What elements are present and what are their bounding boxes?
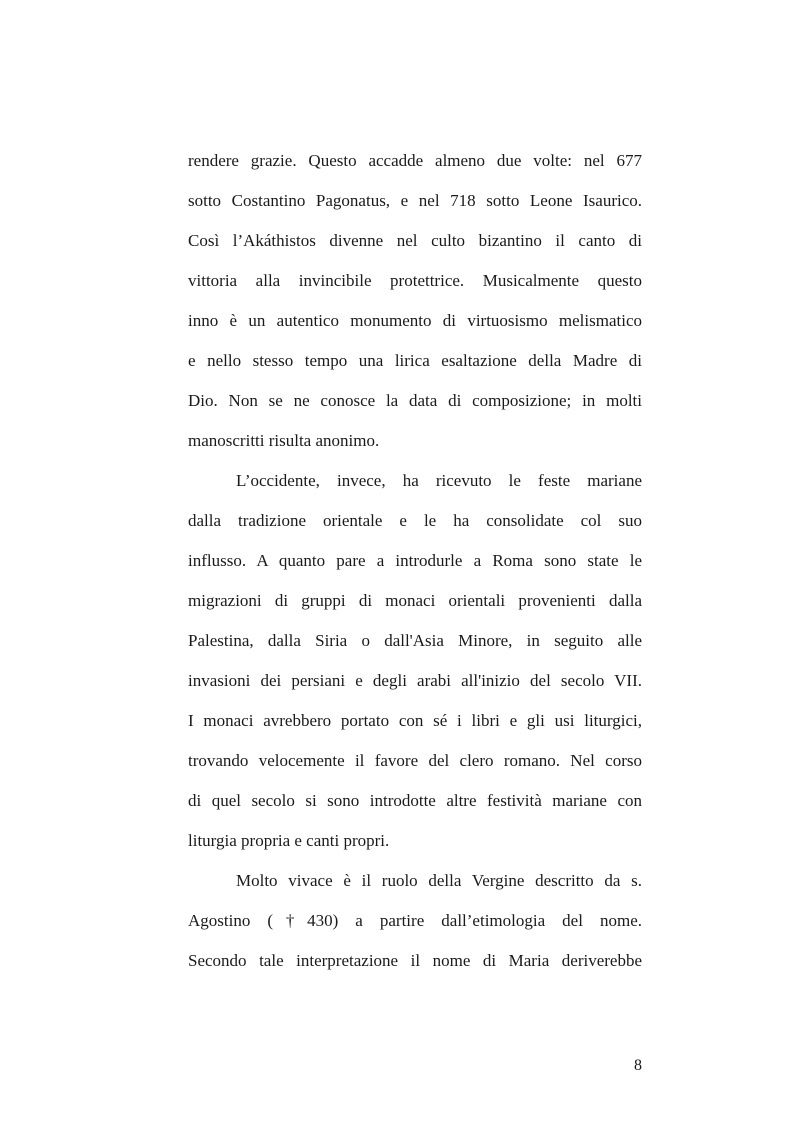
text-line: Così l’Akáthistos divenne nel culto bizantino il canto di xyxy=(188,231,642,250)
text-line: Dio. Non se ne conosce la data di composizione; in molti xyxy=(188,391,642,410)
text-line: liturgia propria e canti propri. xyxy=(188,831,390,850)
text-line: invasioni dei persiani e degli arabi all'inizio del secolo VII. xyxy=(188,671,642,690)
text-line: L’occidente, invece, ha ricevuto le feste mariane xyxy=(236,471,642,490)
text-line: migrazioni di gruppi di monaci orientali provenienti dalla xyxy=(188,591,642,610)
text-line: e nello stesso tempo una lirica esaltazione della Madre di xyxy=(188,351,642,370)
text-line: di quel secolo si sono introdotte altre festività mariane con xyxy=(188,791,642,810)
page-number: 8 xyxy=(634,1057,642,1074)
text-line: Agostino (†430) a partire dall’etimologia del nome. xyxy=(188,911,642,930)
text-line: influsso. A quanto pare a introdurle a Roma sono state le xyxy=(188,551,642,570)
text-line: Molto vivace è il ruolo della Vergine descritto da s. xyxy=(236,871,642,890)
text-line: I monaci avrebbero portato con sé i libri e gli usi liturgici, xyxy=(188,711,642,730)
body-text xyxy=(188,141,642,981)
text-line: inno è un autentico monumento di virtuosismo melismatico xyxy=(188,311,642,330)
text-line: Palestina, dalla Siria o dall'Asia Minore, in seguito alle xyxy=(188,631,642,650)
text-line: rendere grazie. Questo accadde almeno due volte: nel 677 xyxy=(188,151,642,170)
text-line: manoscritti risulta anonimo. xyxy=(188,431,380,450)
text-line: Secondo tale interpretazione il nome di Maria deriverebbe xyxy=(188,951,642,970)
text-line: dalla tradizione orientale e le ha consolidate col suo xyxy=(188,511,642,530)
text-line: sotto Costantino Pagonatus, e nel 718 sotto Leone Isaurico. xyxy=(188,191,642,210)
text-line: trovando velocemente il favore del clero romano. Nel corso xyxy=(188,751,642,770)
text-line: vittoria alla invincibile protettrice. Musicalmente questo xyxy=(188,271,642,290)
